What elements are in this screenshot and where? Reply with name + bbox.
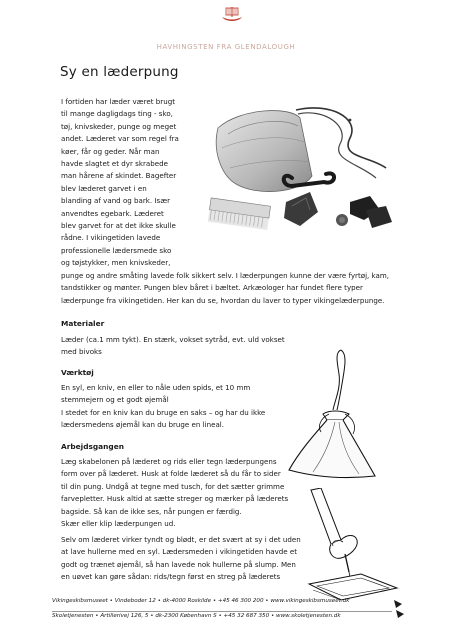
- materials-line: med bivoks: [61, 347, 102, 357]
- intro-line: til mange dagligdags ting - sko,: [61, 109, 173, 119]
- intro-line: professionelle lædersmede sko: [61, 245, 172, 255]
- process-line: form over på læderet. Husk at folde læderet så du får to sider: [61, 469, 281, 479]
- tools-line: En syl, en kniv, en eller to nåle uden spids, et 10 mm: [61, 383, 251, 392]
- awl-hand-illustration: [301, 488, 401, 610]
- tools-line: stemmejern og et godt øjemål: [61, 395, 169, 405]
- intro-line: og tøjstykker, men knivskeder,: [61, 258, 171, 268]
- running-head: HAVHINGSTEN FRA GLENDALOUGH: [156, 43, 296, 51]
- tools-paragraph: [61, 382, 265, 432]
- drawstring-pouch-illustration: [283, 348, 387, 486]
- intro-line: tandstikker og mønter. Pungen blev båret i bæltet. Arkæologer har fundet flere typer: [61, 283, 363, 293]
- process-line: godt og trænet øjemål, så han lavede nok hullerne på slump. Men: [61, 559, 296, 569]
- intro-line: blev garvet for at det ikke skulle: [61, 221, 176, 231]
- intro-line: blanding af vand og bark. Især: [61, 196, 171, 206]
- leather-pouch-photo: [200, 98, 406, 258]
- intro-line: anvendtes egebark. Læderet: [61, 208, 164, 218]
- viking-ship-icon: [221, 6, 243, 24]
- process-line: farvepletter. Husk altid at sætte streger og mærker på læderets: [61, 494, 289, 504]
- footer-line-1: Vikingeskibsmuseet • Vindeboder 12 • dk-4000 Roskilde • +45 46 300 200 • www.vikingeskibsmuseet.dk: [52, 598, 350, 604]
- intro-line: havde slagtet et dyr skrabede: [61, 159, 168, 169]
- process-line: til din pung. Undgå at tegne med tusch, for det sætter grimme: [61, 481, 285, 491]
- intro-line: blev læderet garvet i en: [61, 183, 147, 193]
- materials-heading: Materialer: [61, 319, 105, 328]
- page-title: Sy en læderpung: [60, 64, 179, 80]
- process-line: Selv om læderet virker tyndt og blødt, er det svært at sy i det uden: [61, 535, 301, 544]
- process-line: bagside. Så kan de ikke ses, når pungen er færdig.: [61, 506, 242, 516]
- process-line: Læg skabelonen på læderet og rids eller tegn læderpungens: [61, 457, 277, 466]
- footer-line-2: Skoletjenesten • Artillerivej 126, 5 • dk-2300 København S • +45 32 687 350 • www.skoletjenesten.dk: [52, 613, 341, 619]
- intro-line: tøj, knivskeder, punge og meget: [61, 121, 177, 131]
- process-line: Skær eller klip læderpungen ud.: [61, 519, 176, 529]
- intro-line: man hårene af skindet. Bagefter: [61, 171, 177, 181]
- intro-line: I fortiden har læder været brugt: [61, 97, 175, 106]
- process-heading: Arbejdsgangen: [61, 442, 124, 451]
- footer-divider: [52, 611, 392, 612]
- tools-line: I stedet for en kniv kan du bruge en saks – og har du ikke: [61, 407, 266, 417]
- process-paragraph-1: [61, 456, 288, 530]
- skoletjenesten-logo-icon: [392, 598, 406, 620]
- process-paragraph-2: [61, 534, 301, 584]
- materials-line: Læder (ca.1 mm tykt). En stærk, vokset sytråd, evt. uld vokset: [61, 335, 285, 344]
- tools-heading: Værktøj: [61, 368, 94, 377]
- intro-line: køer, får og geder. Når man: [61, 146, 160, 156]
- intro-line: punge og andre småting lavede folk sikkert selv. I læderpungen kunne der være fyrtøj, kam,: [61, 270, 390, 280]
- process-line: at lave hullerne med en syl. Lædersmeden i vikingetiden havde et: [61, 547, 298, 557]
- intro-line: andet. Læderet var som regel fra: [61, 134, 179, 144]
- tools-line: lædersmedens øjemål kan du bruge en lineal.: [61, 420, 225, 430]
- intro-line: læderpunge fra vikingetiden. Her kan du se, hvordan du laver to typer vikingelæderpunge.: [61, 295, 385, 305]
- materials-paragraph: [61, 334, 285, 359]
- process-line: en uøvet kan gøre sådan: rids/tegn først en streg på læderets: [61, 572, 281, 582]
- intro-line: rådne. I vikingetiden lavede: [61, 233, 161, 243]
